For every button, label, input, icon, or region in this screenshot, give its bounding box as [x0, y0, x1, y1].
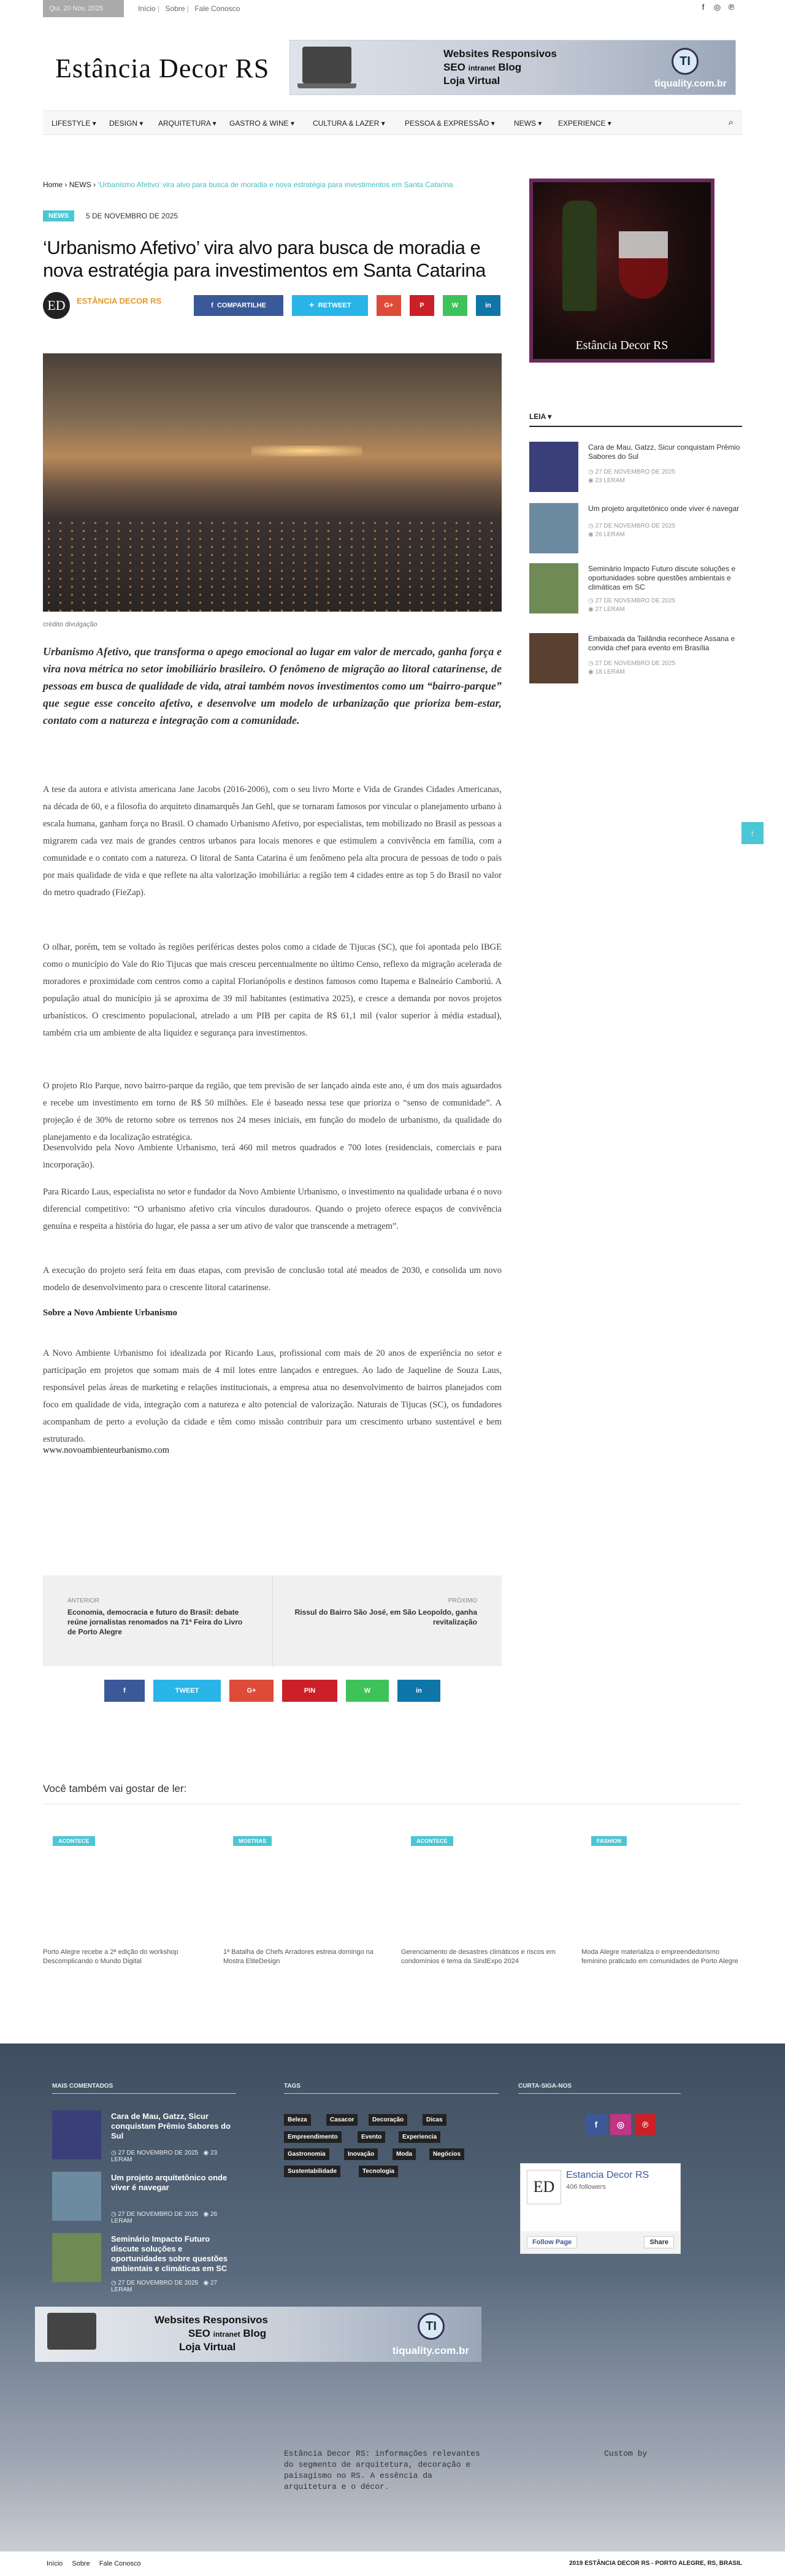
post-thumbnail[interactable] — [52, 2172, 101, 2221]
banner-text-3: Loja Virtual — [179, 2341, 236, 2353]
next-label: PRÓXIMO — [448, 1598, 477, 1604]
share2-whatsapp-button[interactable]: W — [346, 1680, 389, 1702]
facebook-icon[interactable]: f — [702, 2, 705, 12]
tag-link[interactable]: Experiencia — [399, 2131, 440, 2143]
post-thumbnail[interactable] — [529, 442, 578, 492]
tag-link[interactable]: Inovação — [344, 2148, 378, 2160]
article-title: ‘Urbanismo Afetivo’ vira alvo para busca de moradia e nova estratégia para investimentos em Santa Catarina — [43, 237, 486, 281]
post-reads: ◉ 27 LERAM — [588, 606, 625, 613]
sidebar-ad-text: Estância Decor RS — [575, 339, 668, 352]
related-post-title[interactable]: Gerenciamento de desastres climáticos e riscos em condomínios é tema da SindExpo 2024 — [401, 1948, 556, 1965]
prev-label: ANTERIOR — [67, 1598, 99, 1604]
tag-link[interactable]: Empreendimento — [284, 2131, 342, 2143]
tag-link[interactable]: Moda — [392, 2148, 416, 2160]
fb-share-button[interactable]: Share — [644, 2236, 674, 2248]
post-thumbnail[interactable] — [529, 503, 578, 553]
twitter-icon: ✦ — [308, 302, 318, 309]
nav-news[interactable]: NEWS ▾ — [514, 119, 542, 128]
share-whatsapp-button[interactable]: W — [443, 295, 467, 316]
banner-text-1: Websites Responsivos — [443, 48, 557, 60]
article-subhead: Sobre a Novo Ambiente Urbanismo — [43, 1308, 177, 1318]
footer-social-title: CURTA-SIGA-NOS — [518, 2083, 681, 2094]
back-to-top-button[interactable]: ↑ — [741, 822, 764, 844]
top-link-contato[interactable]: Fale Conosco — [194, 4, 240, 13]
breadcrumb-section[interactable]: NEWS — [69, 180, 91, 189]
next-article-link[interactable]: Rissul do Bairro São José, em São Leopoldo, ganha revitalização — [294, 1608, 477, 1626]
share2-twitter-button[interactable]: TWEET — [153, 1680, 221, 1702]
post-date: ◷ 27 DE NOVEMBRO DE 2025 — [588, 469, 676, 475]
nav-design[interactable]: DESIGN ▾ — [109, 119, 144, 128]
author-name[interactable]: ESTÂNCIA DECOR RS — [77, 296, 162, 306]
image-caption: crédito divulgação — [43, 621, 98, 628]
article-paragraph-6: A execução do projeto será feita em duas etapas, com previsão de conclusão total até meados de 2030, e consolida um novo modelo de desenvolvimento para o crescente litoral catarinense. — [43, 1266, 502, 1293]
instagram-icon[interactable]: ◎ — [610, 2114, 631, 2135]
nav-arquitetura[interactable]: ARQUITETURA ▾ — [158, 119, 216, 128]
post-title[interactable]: Seminário Impacto Futuro discute soluções e oportunidades sobre questões ambientais e climáticas em SC — [588, 564, 736, 591]
breadcrumb-home[interactable]: Home — [43, 180, 63, 189]
nav-cultura-lazer[interactable]: CULTURA & LAZER ▾ — [313, 119, 385, 128]
bottom-link-sobre[interactable]: Sobre — [72, 2560, 90, 2567]
laptop-illustration — [302, 47, 351, 83]
top-bar — [43, 0, 736, 17]
sidebar-post[interactable] — [529, 563, 742, 617]
article-paragraph-1: A tese da autora e ativista americana Jane Jacobs (2016-2006), com o seu livro Morte e Vida de Grandes Cidades Americanas, na década de 60, e a filosofia do arquiteto dinamarquês Jan Gehl, que se tornaram famosos por vincular o planejamento urbano à escala humana, ganham força no Brasil. O chamado Urbanismo Afetivo, por especialistas, tem mobilizado no Brasil as pessoas a migrarem cada vez mais de grandes centros urbanos para locais menores e que estimulem a convivência em família, com a comunidade e o contato com a natureza. O litoral de Santa Catarina é um fenômeno pela alta procura de pessoas de todo o país por mais qualidade de vida e que reflete na alta valorização imobiliária: a região tem 4 cidades entre as top 5 do Brasil no valor do metro quadrado (FieZap). — [43, 785, 502, 898]
pinterest-icon[interactable]: ℗ — [635, 2114, 656, 2135]
share-linkedin-button[interactable]: in — [476, 295, 500, 316]
tag-link[interactable]: Beleza — [284, 2114, 311, 2126]
nav-lifestyle[interactable]: LIFESTYLE ▾ — [52, 119, 96, 128]
post-thumbnail[interactable] — [52, 2110, 101, 2159]
footer-ad-banner[interactable] — [35, 2307, 481, 2362]
site-logo[interactable]: Estância Decor RS — [55, 53, 270, 83]
related-post-title[interactable]: Porto Alegre recebe a 2ª edição do workshop Descomplicando o Mundo Digital — [43, 1948, 178, 1965]
article-date: 5 DE NOVEMBRO DE 2025 — [86, 212, 178, 220]
related-badge[interactable]: ACONTECE — [411, 1836, 453, 1846]
facebook-icon[interactable]: f — [586, 2114, 607, 2135]
wine-glass — [619, 231, 668, 299]
sidebar-post[interactable] — [529, 503, 742, 557]
top-social — [699, 2, 736, 12]
share2-pinterest-button[interactable]: PIN — [282, 1680, 337, 1702]
banner-domain: tiquality.com.br — [654, 79, 727, 89]
divider — [272, 1575, 273, 1666]
footer-post[interactable] — [52, 2172, 236, 2233]
post-thumbnail[interactable] — [529, 633, 578, 683]
bottom-link-contato[interactable]: Fale Conosco — [99, 2560, 141, 2567]
related-post-title[interactable]: 1ª Batalha de Chefs Arradores estreia domingo na Mostra EliteDesign — [223, 1948, 373, 1965]
tag-link[interactable]: Dicas — [423, 2114, 446, 2126]
footer-about: Estância Decor RS: informações relevantes do segmento de arquitetura, decoração e paisagismo no RS. A essência da arquitetura e o décor. — [284, 2449, 480, 2491]
breadcrumb: Home › NEWS › ‘Urbanismo Afetivo’ vira alvo para busca de moradia e nova estratégia para investimentos em Santa Catarina — [43, 180, 453, 189]
nav-pessoa-expressao[interactable]: PESSOA & EXPRESSÃO ▾ — [405, 119, 495, 128]
tag-link[interactable]: Casacor — [326, 2114, 358, 2126]
footer-recent-title: MAIS COMENTADOS — [52, 2083, 236, 2094]
sidebar-wine-ad[interactable] — [529, 179, 714, 363]
share2-linkedin-button[interactable]: in — [397, 1680, 440, 1702]
post-title[interactable]: Embaixada da Tailândia reconhece Assana e convida chef para evento em Brasília — [588, 634, 735, 652]
laptop-illustration — [47, 2313, 96, 2350]
fb-follow-button[interactable]: Follow Page — [527, 2236, 577, 2248]
banner-text-1: Websites Responsivos — [155, 2314, 268, 2326]
top-links: Início | Sobre | Fale Conosco — [138, 4, 240, 13]
post-title[interactable]: Um projeto arquitetônico onde viver é navegar — [111, 2173, 228, 2192]
sidebar-title: LEIA ▾ — [529, 412, 742, 427]
search-icon[interactable]: ⌕ — [728, 117, 733, 128]
post-title[interactable]: Um projeto arquitetônico onde viver é navegar — [588, 504, 740, 513]
related-badge[interactable]: ACONTECE — [53, 1836, 95, 1846]
post-thumbnail[interactable] — [529, 563, 578, 613]
article-paragraph-7: A Novo Ambiente Urbanismo foi idealizada por Ricardo Laus, profissional com mais de 20 anos de experiência no setor e participação em projetos que somam mais de 4 mil lotes entre lançados e entregues. Ao lado de Jaqueline de Souza Laus, responsável pelas áreas de marketing e relações institucionais, a empresa atua no desenvolvimento de bairros planejados com foco em qualidade de vida, integração com a natureza e alto potencial de valorização. Naturais de Tijucas (SC), os fundadores acompanham de perto a evolução da cidade e têm como missão contribuir para um crescimento urbano sustentável e bem estruturado. — [43, 1348, 502, 1444]
header-ad-banner[interactable] — [289, 40, 736, 95]
post-title[interactable]: Seminário Impacto Futuro discute soluções e oportunidades sobre questões ambientais e climáticas em SC — [111, 2234, 228, 2273]
tag-link[interactable]: Sustentabilidade — [284, 2166, 340, 2177]
related-badge[interactable]: FASHION — [591, 1836, 627, 1846]
nav-experience[interactable]: EXPERIENCE ▾ — [558, 119, 611, 128]
top-link-inicio[interactable]: Início — [138, 4, 156, 13]
share2-gplus-button[interactable]: G+ — [229, 1680, 274, 1702]
post-thumbnail[interactable] — [52, 2233, 101, 2282]
share-facebook-button[interactable]: f COMPARTILHE — [194, 295, 283, 316]
sunset-glow — [251, 445, 362, 456]
share-gplus-button[interactable]: G+ — [377, 295, 401, 316]
nav-gastro-wine[interactable]: GASTRO & WINE ▾ — [229, 119, 295, 128]
facebook-page-widget[interactable] — [520, 2163, 681, 2254]
post-title[interactable]: Cara de Mau, Gatzz, Sicur conquistam Prêmio Sabores do Sul — [111, 2112, 231, 2140]
pinterest-icon[interactable]: ℗ — [728, 2, 735, 12]
tag-link[interactable]: Evento — [358, 2131, 385, 2143]
article-paragraph-5: Para Ricardo Laus, especialista no setor e fundador da Novo Ambiente Urbanismo, o investimento na qualidade urbana é o novo diferencial competitivo: “O urbanismo afetivo cria vínculos duradouros. Quando o projeto oferece espaços de convivência genuína e respeita a história do lugar, ele passa a ser um ativo de valor que transcende a metragem”. — [43, 1187, 502, 1231]
sidebar-post[interactable] — [529, 633, 742, 687]
instagram-icon[interactable]: ◎ — [713, 2, 721, 12]
banner-text-3: Loja Virtual — [443, 75, 500, 87]
fb-page-logo: ED — [527, 2170, 561, 2204]
top-link-sobre[interactable]: Sobre — [165, 4, 185, 13]
related-post-title[interactable]: Moda Alegre materializa o empreendedorismo feminino praticado em comunidades de Porto Alegre — [581, 1948, 738, 1965]
article-hero-image — [43, 353, 502, 612]
ti-logo-icon: TI — [418, 2313, 445, 2340]
article-link[interactable]: www.novoambienteurbanismo.com — [43, 1445, 170, 1455]
banner-text-2: SEO intranet Blog — [443, 61, 522, 73]
share-twitter-button[interactable]: ✦ RETWEET — [292, 295, 368, 316]
author-avatar[interactable]: ED — [43, 292, 70, 319]
article-paragraph-2: O olhar, porém, tem se voltado às regiões periféricas destes polos como a cidade de Tijucas (SC), que foi apontada pelo IBGE como o município do Vale do Rio Tijucas que mais cresceu percentualmente no último Censo, reflexo da migração acelerada de moradores e proximidade com centros como a capital Florianópolis e destinos famosos como Itapema e Balneário Camboriú. A população atual do município já se aproxima de 39 mil habitantes (estimativa 2025), e cresce a demanda por novos projetos urbanísticos. O crescimento populacional, atrelado a um PIB per capita de R$ 61,1 mil (valor superior à média estadual), também cria um ambiente de alta liquidez e segurança para investimentos. — [43, 942, 502, 1038]
ti-logo-icon: TI — [672, 48, 699, 75]
post-reads: ◉ 18 LERAM — [588, 669, 625, 675]
share2-facebook-button[interactable]: f — [104, 1680, 145, 1702]
share-pinterest-button[interactable]: P — [410, 295, 434, 316]
post-date: ◷ 27 DE NOVEMBRO DE 2025 — [588, 598, 676, 604]
post-date: ◷ 27 DE NOVEMBRO DE 2025 — [588, 523, 676, 529]
category-badge[interactable]: NEWS — [43, 210, 74, 221]
article-paragraph-3: O projeto Rio Parque, novo bairro-parque da região, que tem previsão de ser lançado ainda este ano, é um dos mais aguardados e recebe um investimento em torno de R$ 50 milhões. Ele é baseado nessa tese que prioriza o “senso de comunidade”. A projeção é de 30% de retorno sobre os terrenos nos 24 meses iniciais, em função do modelo de urbanismo, da qualidade do planejamento e da localização estratégica. — [43, 1081, 502, 1142]
prev-article-link[interactable]: Economia, democracia e futuro do Brasil: debate reúne jornalistas renomados na 71ª Feira do Livro de Porto Alegre — [67, 1608, 243, 1636]
tag-link[interactable]: Negócios — [429, 2148, 464, 2160]
footer-tags-title: TAGS — [284, 2083, 499, 2094]
footer-post[interactable] — [52, 2233, 236, 2294]
sidebar-post[interactable] — [529, 442, 742, 496]
main-nav — [43, 110, 742, 135]
fb-page-name[interactable]: Estancia Decor RS — [566, 2170, 649, 2180]
related-title: Você também vai gostar de ler: — [43, 1783, 187, 1794]
wine-bottle — [562, 201, 597, 311]
post-date: ◷ 27 DE NOVEMBRO DE 2025 ◉ 23 LERAM — [111, 2150, 218, 2163]
prev-next-nav — [43, 1575, 502, 1666]
copyright: 2019 ESTÂNCIA DECOR RS - PORTO ALEGRE, RS, BRASIL — [569, 2560, 742, 2567]
banner-text-2: SEO intranet Blog — [188, 2328, 267, 2339]
footer-custom-by: Custom by — [604, 2449, 648, 2458]
tag-link[interactable]: Tecnologia — [359, 2166, 398, 2177]
bottom-bar — [0, 2551, 785, 2576]
bottom-link-inicio[interactable]: Início — [47, 2560, 63, 2567]
banner-domain: tiquality.com.br — [392, 2345, 469, 2356]
breadcrumb-current: ‘Urbanismo Afetivo’ vira alvo para busca de moradia e nova estratégia para investimentos em Santa Catarina — [98, 180, 453, 189]
tag-link[interactable]: Gastronomia — [284, 2148, 329, 2160]
article-paragraph-4: Desenvolvido pela Novo Ambiente Urbanismo, terá 460 mil metros quadrados e 700 lotes (residenciais, comerciais e para incorporação). — [43, 1143, 502, 1170]
post-reads: ◉ 23 LERAM — [588, 477, 625, 484]
city-lights — [43, 519, 502, 612]
article-lead: Urbanismo Afetivo, que transforma o apego emocional ao lugar em valor de mercado, ganha força e vira nova métrica no setor imobiliário brasileiro. O fenômeno de migração ao litoral catarinense, de pessoas em busca de qualidade de vida, atrai também novos investimentos como um “bairro-parque” que segue esse conceito afetivo, e desenvolve um modelo de urbanização que prioriza bem-estar, contato com a natureza e integração com a comunidade. — [43, 645, 502, 726]
footer-post[interactable] — [52, 2110, 236, 2172]
tag-link[interactable]: Decoração — [369, 2114, 407, 2126]
post-title[interactable]: Cara de Mau, Gatzz, Sicur conquistam Prêmio Sabores do Sul — [588, 443, 740, 461]
post-date: ◷ 27 DE NOVEMBRO DE 2025 — [588, 660, 676, 667]
post-date: ◷ 27 DE NOVEMBRO DE 2025 ◉ 27 LERAM — [111, 2280, 218, 2293]
fb-followers: 406 followers — [566, 2183, 606, 2191]
date-display: Qui, 20 Nov, 2025 — [43, 0, 124, 17]
post-date: ◷ 27 DE NOVEMBRO DE 2025 ◉ 26 LERAM — [111, 2211, 218, 2224]
post-reads: ◉ 26 LERAM — [588, 531, 625, 538]
related-badge[interactable]: MOSTRAS — [233, 1836, 272, 1846]
facebook-icon: f — [211, 302, 217, 309]
